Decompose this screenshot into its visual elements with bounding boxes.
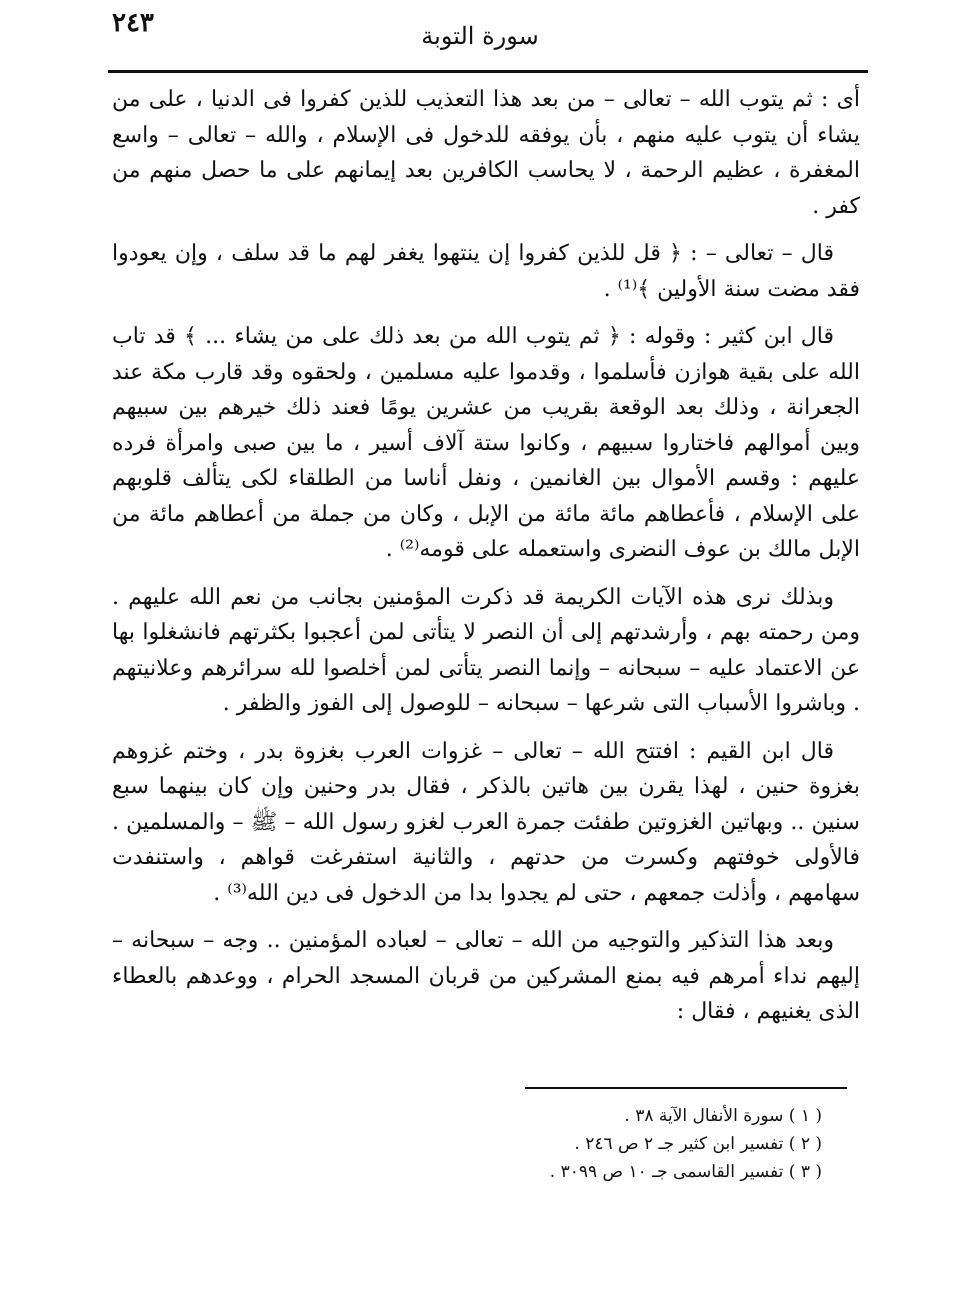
footnote-1: ( ١ ) سورة الأنفال الآية ٣٨ . — [624, 1106, 822, 1126]
main-text — [112, 82, 860, 1042]
header-rule — [108, 70, 868, 73]
page-number: ٢٤٣ — [112, 8, 154, 38]
footnote-rule — [525, 1087, 847, 1089]
paragraph-4: وبذلك نرى هذه الآيات الكريمة قد ذكرت المؤمنين بجانب من نعم الله عليهم . ومن رحمته بهم ، وأرشدتهم إلى أن النصر لا يتأتى لمن أعجبوا بكثرتهم فانشغلوا بها عن الاعتماد عليه – سبحانه – وإنما النصر يتأتى لمن أخلصوا لله سرائرهم وعلانيتهم . وباشروا الأسباب التى شرعها – سبحانه – للوصول إلى الفوز والظفر . — [112, 584, 860, 716]
paragraph-6: وبعد هذا التذكير والتوجيه من الله – تعالى – لعباده المؤمنين .. وجه – سبحانه – إليهم نداء أمرهم فيه بمنع المشركين من قربان المسجد الحرام ، ووعدهم بالعطاء الذى يغنيهم ، فقال : — [112, 928, 860, 1024]
footnote-2: ( ٢ ) تفسير ابن كثير جـ ٢ ص ٢٤٦ . — [574, 1134, 822, 1154]
footnote-3: ( ٣ ) تفسير القاسمى جـ ١٠ ص ٣٠٩٩ . — [549, 1162, 822, 1182]
paragraph-2: قال – تعالى – : ﴿ قل للذين كفروا إن ينتهوا يغفر لهم ما قد سلف ، وإن يعودوا فقد مضت سنة الأولين ﴾⁽¹⁾ . — [112, 241, 860, 302]
paragraph-3: قال ابن كثير : وقوله : ﴿ ثم يتوب الله من بعد ذلك على من يشاء ... ﴾ قد تاب الله على بقية هوازن فأسلموا ، وقدموا عليه مسلمين ، ولحقوه وقد قارب مكة عند الجعرانة ، وذلك بعد الوقعة بقريب من عشرين يومًا فعند ذلك خيرهم بين سبيهم وبين أموالهم فاختاروا سبيهم ، وكانوا ستة آلاف أسير ، ما بين صبى وامرأة فرده عليهم : وقسم الأموال بين الغانمين ، ونفل أناسا من الطلقاء لكى يتألف قلوبهم على الإسلام ، فأعطاهم مائة مائة من الإبل ، وكان من جملة من أعطاهم مائة من الإبل مالك بن عوف النضرى واستعمله على قومه⁽²⁾ . — [112, 324, 860, 562]
running-title: سورة التوبة — [421, 22, 539, 50]
paragraph-5: قال ابن القيم : افتتح الله – تعالى – غزوات العرب بغزوة بدر ، وختم غزوهم بغزوة حنين ، لهذا يقرن بين هاتين بالذكر ، فقال بدر وحنين وإن كان بينهما سبع سنين .. وبهاتين الغزوتين طفئت جمرة العرب لغزو رسول الله – ﷺ – والمسلمين . فالأولى خوفتهم وكسرت من حدتهم ، والثانية استفرغت قواهم ، واستنفدت سهامهم ، وأذلت جمعهم ، حتى لم يجدوا بدا من الدخول فى دين الله⁽³⁾ . — [112, 738, 860, 906]
footnotes — [420, 1102, 822, 1186]
paragraph-1: أى : ثم يتوب الله – تعالى – من بعد هذا التعذيب للذين كفروا فى الدنيا ، على من يشاء أن يتوب عليه منهم ، بأن يوفقه للدخول فى الإسلام ، والله – تعالى – واسع المغفرة ، عظيم الرحمة ، لا يحاسب الكافرين بعد إيمانهم على ما حصل منهم من كفر . — [112, 87, 860, 219]
